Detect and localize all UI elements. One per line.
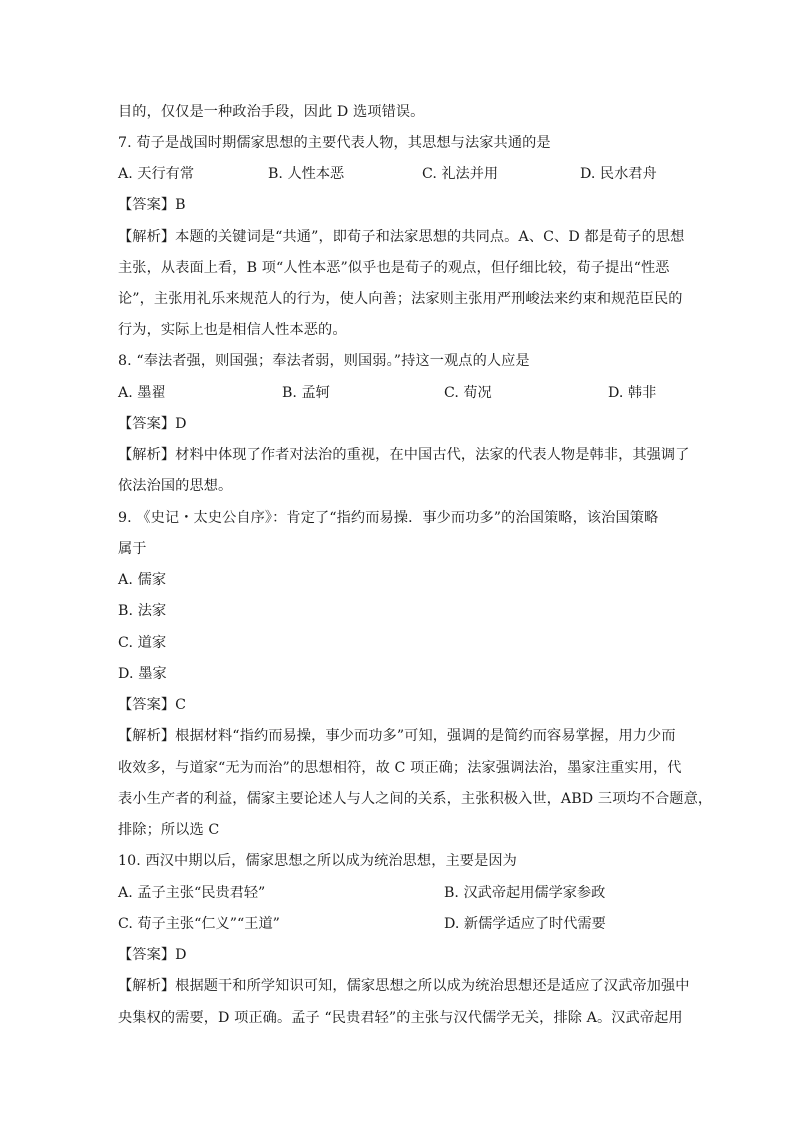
- question-9: 9. 《史记・太史公自序》：肯定了“指约而易操．事少而功多”的治国策略，该治国策略: [118, 510, 659, 526]
- q10-option-a: A. 孟子主张“民贵君轻”: [118, 885, 266, 901]
- q8-option-c: C. 荀况: [444, 385, 492, 401]
- q8-explanation-line: 依法治国的思想。: [118, 478, 233, 494]
- question-7: 7. 荀子是战国时期儒家思想的主要代表人物，其思想与法家共通的是: [118, 135, 551, 151]
- q7-explanation-line: 【解析】本题的关键词是“共通”，即荀子和法家思想的共同点。A、C、D 都是荀子的思想: [118, 229, 685, 245]
- q9-answer: 【答案】C: [118, 697, 187, 713]
- q7-explanation-line: 行为，实际上也是相信人性本恶的。: [118, 322, 347, 338]
- q10-option-c: C. 荀子主张“仁义”“王道”: [118, 916, 280, 932]
- q10-answer: 【答案】D: [118, 947, 187, 963]
- q9-explanation-line: 排除；所以选 C: [118, 822, 220, 838]
- q7-answer: 【答案】B: [118, 197, 186, 213]
- q9-explanation-line: 【解析】根据材料“指约而易操，事少而功多”可知，强调的是简约而容易掌握，用力少而: [118, 728, 676, 744]
- text-line: 目的，仅仅是一种政治手段，因此 D 选项错误。: [118, 104, 425, 120]
- q8-explanation-line: 【解析】材料中体现了作者对法治的重视，在中国古代，法家的代表人物是韩非，其强调了: [118, 447, 690, 463]
- q10-option-b: B. 汉武帝起用儒学家参政: [444, 885, 606, 901]
- q10-explanation-line: 【解析】根据题干和所学知识可知，儒家思想之所以成为统治思想还是适应了汉武帝加强中: [118, 978, 690, 994]
- q7-option-b: B. 人性本恶: [268, 166, 345, 182]
- q7-option-a: A. 天行有常: [118, 166, 195, 182]
- q8-option-a: A. 墨翟: [118, 385, 166, 401]
- question-9-cont: 属于: [118, 541, 147, 557]
- question-10: 10. 西汉中期以后，儒家思想之所以成为统治思想，主要是因为: [118, 853, 517, 869]
- q10-option-d: D. 新儒学适应了时代需要: [444, 916, 606, 932]
- q9-explanation-line: 表小生产者的利益，儒家主要论述人与人之间的关系，主张积极入世，ABD 三项均不合题意，: [118, 791, 713, 807]
- q7-explanation-line: 论”，主张用礼乐来规范人的行为，使人向善；法家则主张用严刑峻法来约束和规范臣民的: [118, 291, 683, 307]
- question-8: 8. “奉法者强，则国强；奉法者弱，则国弱。”持这一观点的人应是: [118, 353, 530, 369]
- q8-option-b: B. 孟轲: [282, 385, 330, 401]
- q9-explanation-line: 收效多，与道家“无为而治”的思想相符，故 C 项正确；法家强调法治，墨家注重实用，代: [118, 760, 682, 776]
- q8-option-d: D. 韩非: [608, 385, 657, 401]
- q9-option-a: A. 儒家: [118, 572, 167, 588]
- q7-explanation-line: 主张，从表面上看，B 项“人性本恶”似乎也是荀子的观点，但仔细比较，荀子提出“性恶: [118, 260, 670, 276]
- q7-option-d: D. 民水君舟: [580, 166, 657, 182]
- q9-option-d: D. 墨家: [118, 666, 167, 682]
- q7-option-c: C. 礼法并用: [422, 166, 499, 182]
- q8-answer: 【答案】D: [118, 416, 187, 432]
- q9-option-c: C. 道家: [118, 635, 167, 651]
- q9-option-b: B. 法家: [118, 603, 167, 619]
- q10-explanation-line: 央集权的需要，D 项正确。孟子 “民贵君轻”的主张与汉代儒学无关，排除 A。汉武帝起用: [118, 1010, 683, 1026]
